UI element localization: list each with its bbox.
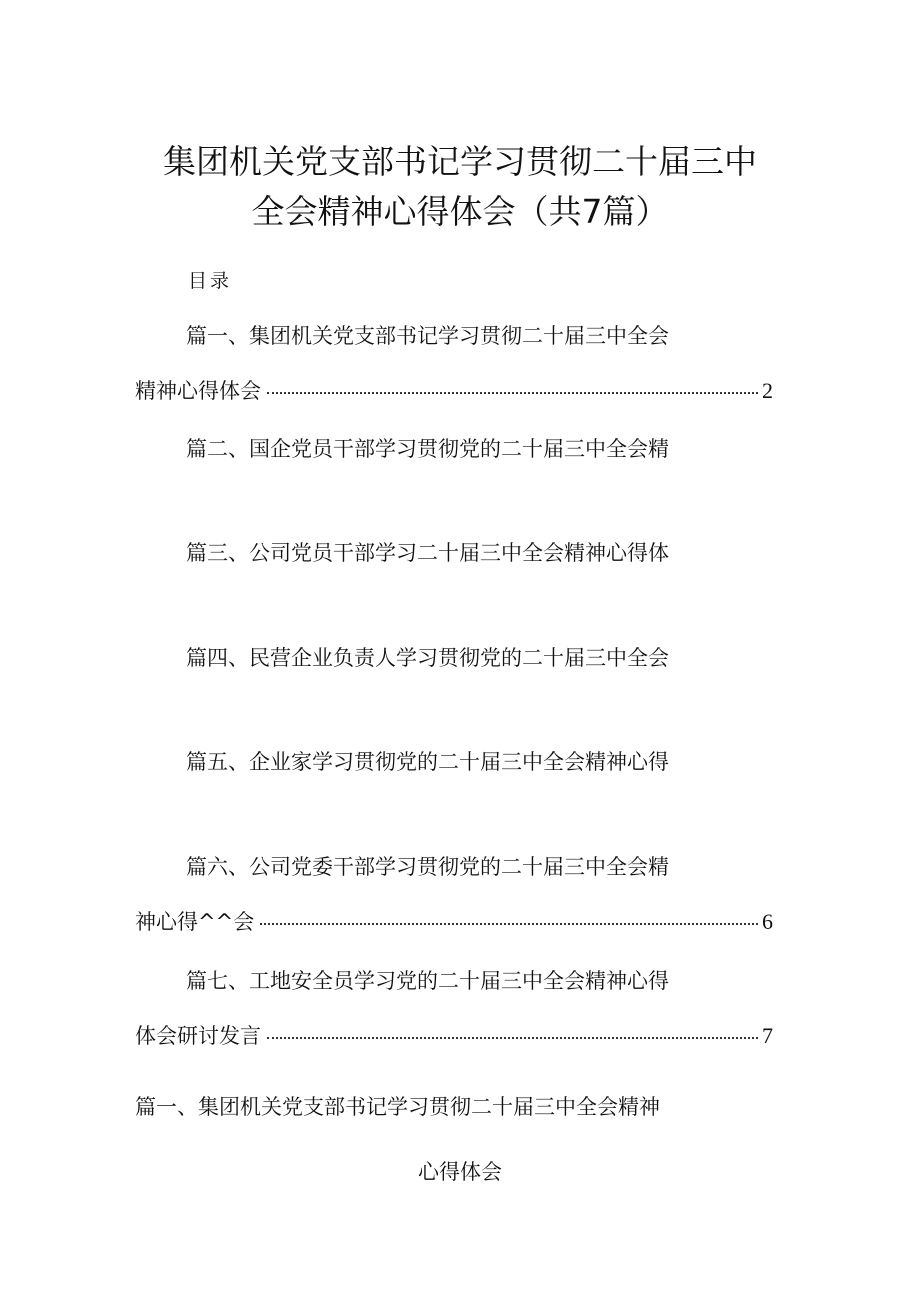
document-title-line-2: 全会精神心得体会（共7篇） <box>251 192 669 231</box>
document-title-line-1: 集团机关党支部书记学习贯彻二十届三中 <box>163 142 757 181</box>
toc-entry-1-title[interactable]: 篇一、集团机关党支部书记学习贯彻二十届三中全会 <box>186 324 669 348</box>
section-heading-line-1: 篇一、集团机关党支部书记学习贯彻二十届三中全会精神 <box>135 1095 660 1119</box>
toc-entry-7-title[interactable]: 篇七、工地安全员学习党的二十届三中全会精神心得 <box>186 969 669 993</box>
section-heading-line-2: 心得体会 <box>418 1160 502 1184</box>
toc-entry-7-continuation-text: 体会研讨发言 <box>135 1024 261 1048</box>
toc-entry-4-title[interactable]: 篇四、民营企业负责人学习贯彻党的二十届三中全会 <box>186 646 669 670</box>
toc-entry-5-title[interactable]: 篇五、企业家学习贯彻党的二十届三中全会精神心得 <box>186 750 669 774</box>
toc-entry-1-page-number: 2 <box>762 378 773 403</box>
toc-entry-1-continuation[interactable] <box>135 376 773 406</box>
toc-dot-leader <box>267 1037 758 1039</box>
toc-entry-1-continuation-text: 精神心得体会 <box>135 379 261 403</box>
toc-entry-6-continuation[interactable] <box>135 907 773 937</box>
toc-entry-6-page-number: 6 <box>762 909 773 934</box>
toc-heading: 目录 <box>188 270 233 292</box>
toc-entry-6-continuation-text: 神心得^^会 <box>135 910 255 934</box>
toc-entry-2-title[interactable]: 篇二、国企党员干部学习贯彻党的二十届三中全会精 <box>186 437 669 461</box>
toc-entry-3-title[interactable]: 篇三、公司党员干部学习二十届三中全会精神心得体 <box>186 541 669 565</box>
toc-entry-7-continuation[interactable] <box>135 1021 773 1051</box>
toc-dot-leader <box>260 923 758 925</box>
toc-entry-7-page-number: 7 <box>762 1023 773 1048</box>
toc-entry-6-title[interactable]: 篇六、公司党委干部学习贯彻党的二十届三中全会精 <box>186 855 669 879</box>
toc-dot-leader <box>267 392 758 394</box>
